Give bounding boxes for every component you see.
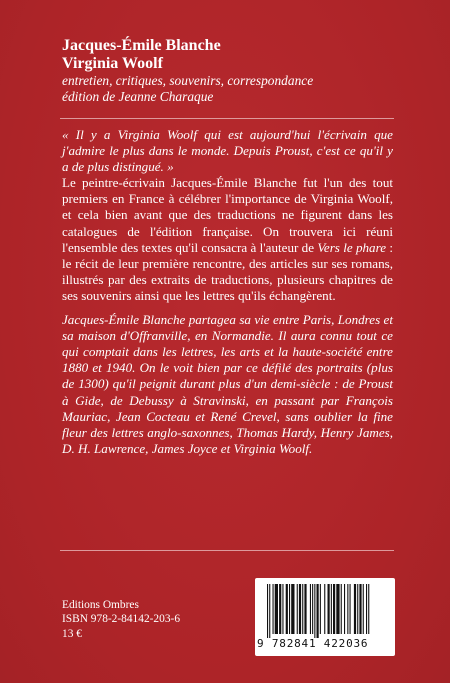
barcode bbox=[255, 578, 395, 656]
barcode-bar bbox=[286, 584, 288, 634]
publisher-info bbox=[62, 598, 180, 641]
barcode-bar bbox=[275, 584, 278, 634]
subtitle-line-2: édition de Jeanne Charaque bbox=[62, 89, 214, 104]
barcode-bar bbox=[354, 584, 356, 634]
epigraph-quote: « Il y a Virginia Woolf qui est aujourd'hui l'écrivain que j'admire le plus dans le monde. Depuis Proust, c'est ce qu'il y a de plus distingué. » bbox=[62, 127, 393, 175]
barcode-bar bbox=[304, 584, 306, 634]
barcode-bar bbox=[269, 584, 270, 638]
top-divider bbox=[60, 118, 394, 119]
barcode-bar bbox=[363, 584, 364, 634]
barcode-bar bbox=[273, 584, 274, 634]
barcode-bar bbox=[347, 584, 348, 634]
barcode-bar bbox=[279, 584, 281, 634]
barcode-bar bbox=[350, 584, 351, 634]
barcode-bar bbox=[299, 584, 301, 634]
barcode-bar bbox=[267, 584, 268, 638]
barcode-bar bbox=[328, 584, 330, 634]
barcode-bar bbox=[357, 584, 358, 634]
barcode-bar bbox=[282, 584, 283, 634]
barcode-bar bbox=[344, 584, 345, 634]
barcode-bar bbox=[368, 584, 369, 634]
book-title: Virginia Woolf bbox=[62, 55, 163, 72]
blurb-paragraph-1-a: Le peintre-écrivain Jacques-Émile Blanche fut l'un des tout premiers en France à célébrer l'importance de Virginia Woolf, et cela bien avant que des traductions ne figurent dans les catalogues de l'édition française. On trouvera ici réuni l'ensemble des textes qu'il consacra à l'auteur de bbox=[62, 175, 393, 255]
author-name: Jacques-Émile Blanche bbox=[62, 37, 221, 54]
barcode-bar bbox=[320, 584, 321, 634]
barcode-bar bbox=[331, 584, 332, 634]
barcode-bar bbox=[359, 584, 361, 634]
barcode-bar bbox=[366, 584, 367, 634]
publisher-name: Editions Ombres bbox=[62, 599, 139, 611]
barcode-bars bbox=[255, 578, 395, 638]
barcode-bar bbox=[314, 584, 315, 638]
isbn-text: ISBN 978-2-84142-203-6 bbox=[62, 613, 181, 626]
barcode-bar bbox=[336, 584, 339, 634]
barcode-bar bbox=[302, 584, 303, 634]
blurb-body bbox=[62, 127, 393, 457]
book-reference: Vers le phare bbox=[317, 239, 387, 255]
barcode-bar bbox=[312, 584, 313, 634]
blurb-paragraph-1-b: : le récit de leur première rencontre, des articles sur ses romans, illustrés par des extraits de traductions, plusieurs chapitres de ses souvenirs ainsi que les lettres qu'ils échangèrent. bbox=[62, 239, 393, 303]
price-text: 13 € bbox=[62, 627, 82, 640]
barcode-bar bbox=[310, 584, 311, 634]
barcode-bar bbox=[333, 584, 335, 634]
bottom-divider bbox=[60, 550, 394, 551]
blurb-paragraph-1 bbox=[62, 175, 393, 304]
subtitle-line-1: entretien, critiques, souvenirs, correspondance bbox=[62, 73, 314, 88]
barcode-bar bbox=[291, 584, 294, 634]
barcode-bar bbox=[324, 584, 325, 634]
barcode-bar bbox=[317, 584, 319, 638]
barcode-digits: 9 782841 422036 bbox=[257, 637, 369, 650]
barcode-bar bbox=[289, 584, 290, 634]
barcode-bar bbox=[297, 584, 298, 634]
barcode-bar bbox=[341, 584, 342, 634]
header-block bbox=[62, 37, 402, 105]
blurb-paragraph-2: Jacques-Émile Blanche partagea sa vie entre Paris, Londres et sa maison d'Offranville, en Normandie. Il aura connu tout ce qui comptait dans les lettres, les arts et la haute-société entre 1880 et 1940. On le voit bien par ce défilé des portraits (plus de 1300) qu'il peignit durant plus d'un demi-siècle : de Proust à Gide, de Debussy à Stravinski, en passant par François Mauriac, Jean Cocteau et René Crevel, sans oublier la fine fleur des lettres anglo-saxonnes, Thomas Hardy, Henry James, D. H. Lawrence, James Joyce et Virginia Woolf. bbox=[62, 312, 393, 456]
